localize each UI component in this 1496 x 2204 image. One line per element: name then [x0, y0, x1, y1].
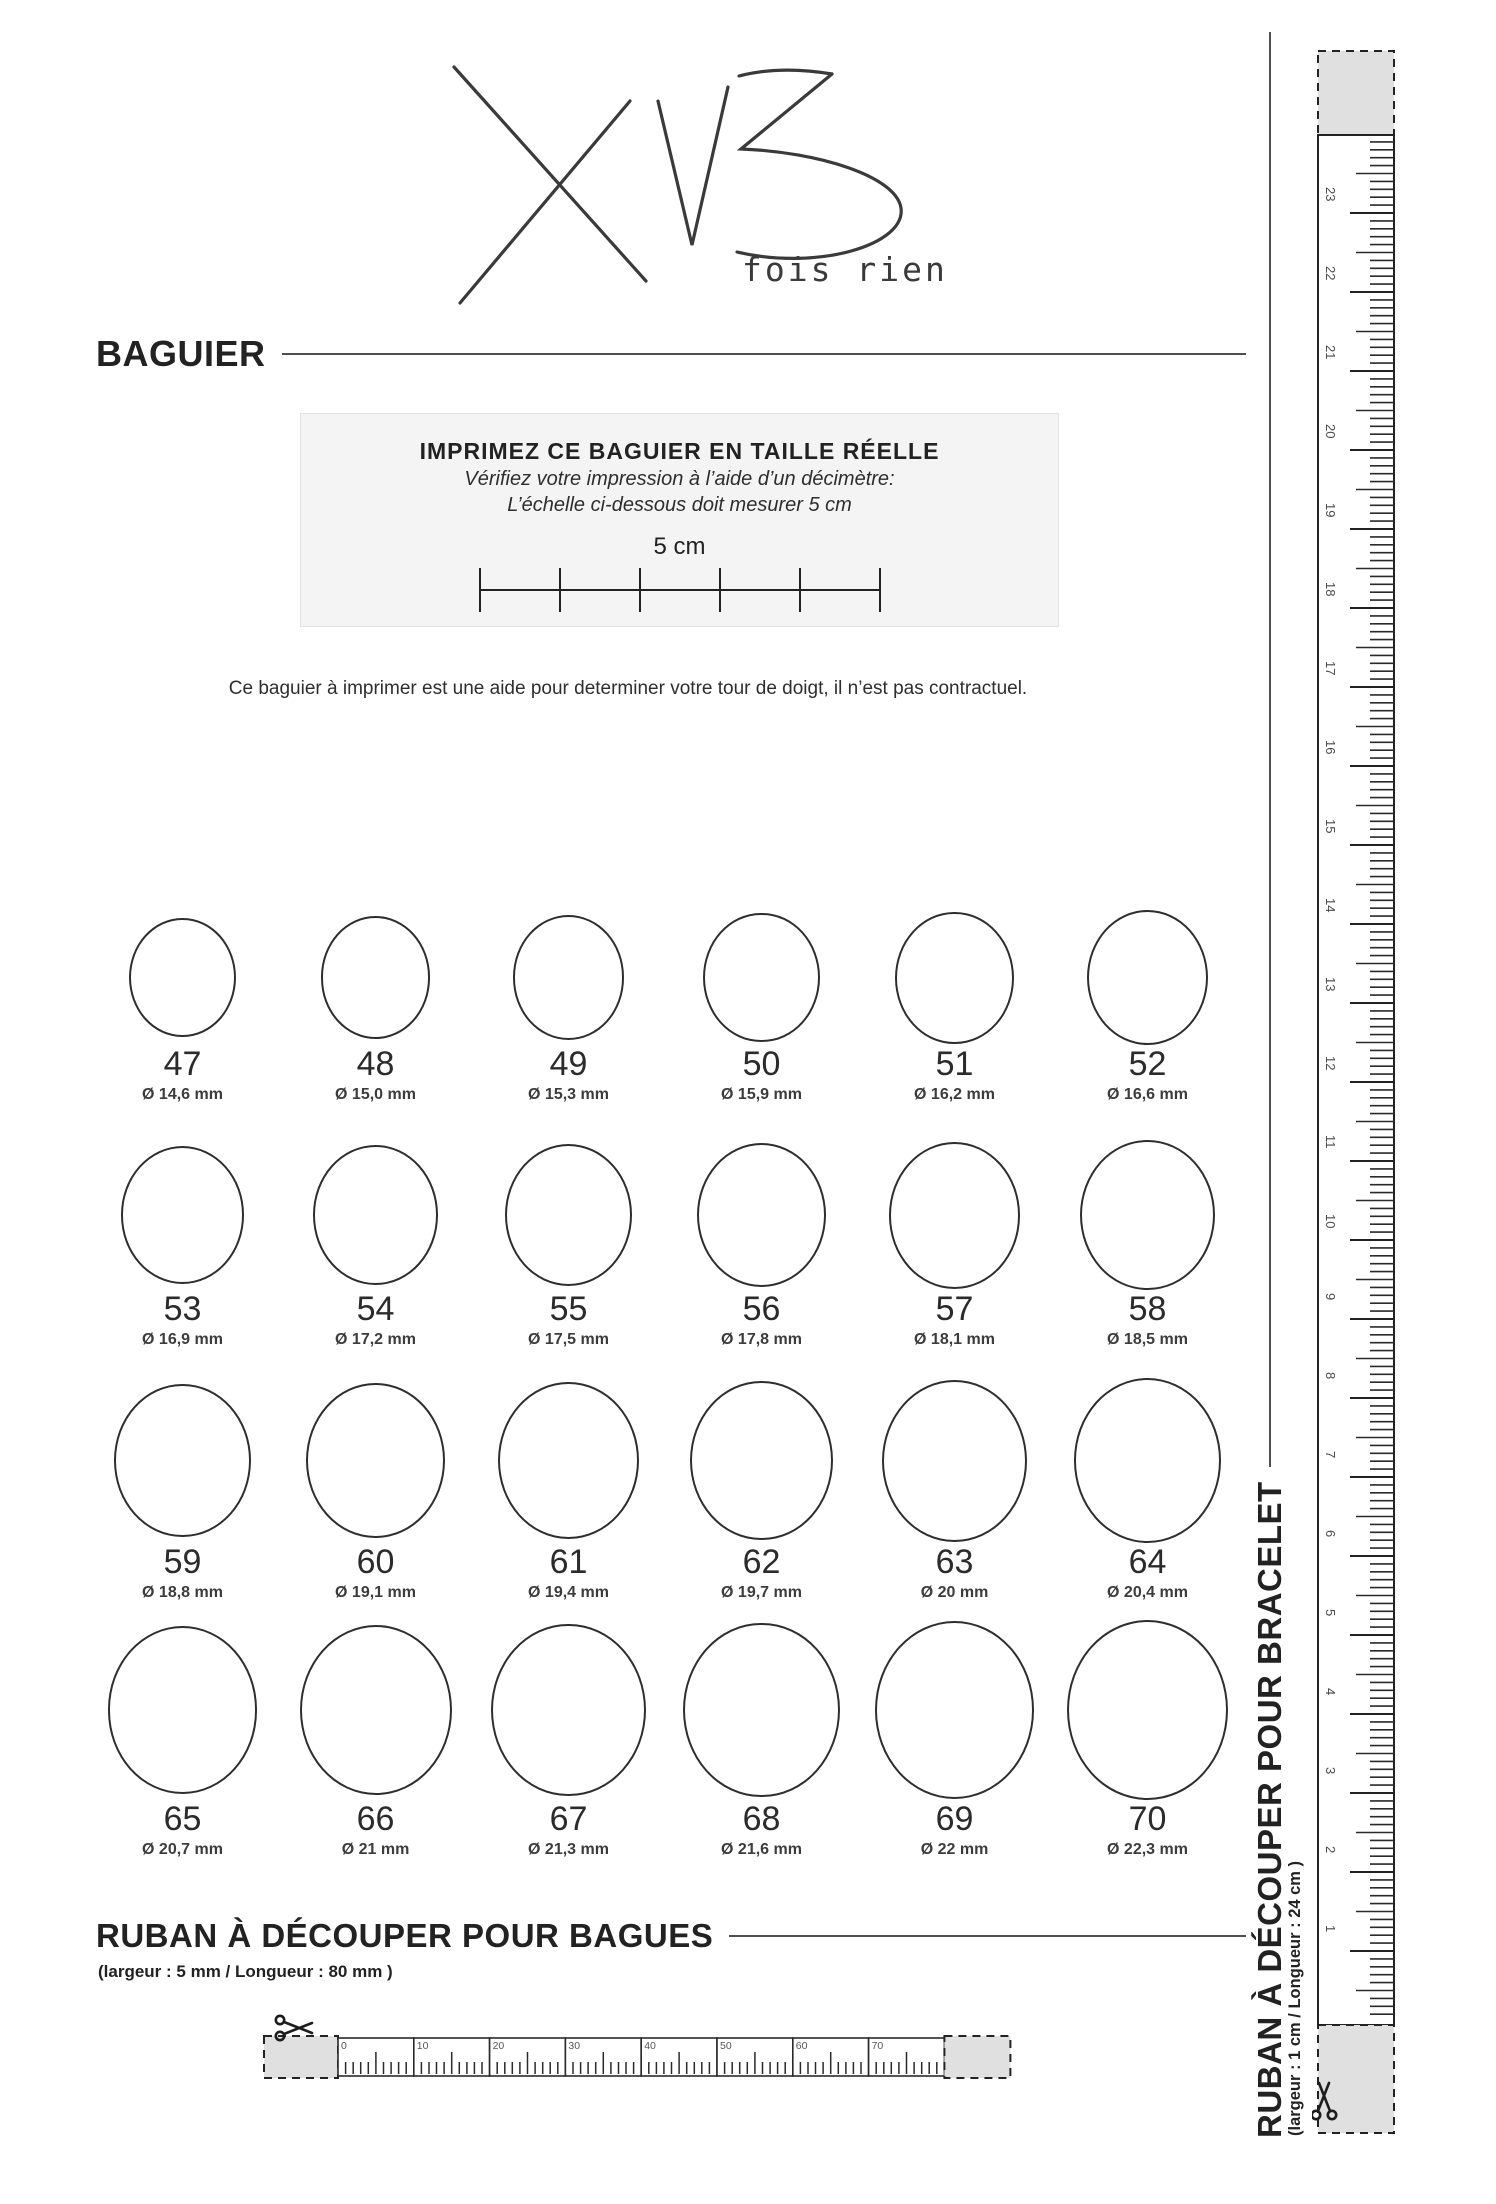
ring-diameter-label: Ø 14,6 mm: [142, 1086, 223, 1104]
ring-diameter-label: Ø 17,2 mm: [335, 1331, 416, 1349]
logo-3-stroke: [739, 70, 832, 76]
ring-diameter-label: Ø 18,8 mm: [142, 1584, 223, 1602]
ring-circle: [1087, 910, 1208, 1045]
ring-size-54: [279, 1142, 472, 1349]
ruler-cm-label: 19: [1323, 503, 1338, 518]
ring-circle: [875, 1621, 1034, 1799]
logo-v-stroke: [658, 87, 728, 245]
ring-circle: [114, 1384, 251, 1536]
cut-tab: [944, 2036, 1010, 2078]
ring-size-47: [86, 912, 279, 1104]
heading-rule-line: [1269, 32, 1271, 1467]
ring-diameter-label: Ø 18,5 mm: [1107, 1331, 1188, 1349]
ring-diameter-label: Ø 16,2 mm: [914, 1086, 995, 1104]
cut-tab: [1318, 51, 1394, 135]
ring-diameter-label: Ø 19,7 mm: [721, 1584, 802, 1602]
brand-tagline: fois rien: [742, 250, 948, 289]
ring-circle: [129, 918, 236, 1037]
ruler-cm-label: 18: [1323, 582, 1338, 597]
ring-size-number: 58: [1128, 1290, 1167, 1329]
ring-circle: [321, 916, 431, 1038]
ruler-cm-label: 2: [1323, 1846, 1338, 1854]
ribbon-mm-label: 0: [341, 2040, 347, 2052]
ring-circle: [505, 1144, 632, 1286]
ring-size-52: [1051, 912, 1244, 1104]
ruler-cm-label: 16: [1323, 740, 1338, 755]
ring-circle: [108, 1626, 258, 1793]
print-check-line1: Vérifiez votre impression à l’aide d’un décimètre:: [464, 468, 895, 490]
ring-diameter-label: Ø 15,0 mm: [335, 1086, 416, 1104]
ruler-cm-label: 3: [1323, 1767, 1338, 1775]
ring-circle: [498, 1382, 639, 1539]
ring-ribbon-subheading: (largeur : 5 mm / Longueur : 80 mm ): [98, 1962, 393, 1981]
cut-tab: [264, 2036, 338, 2078]
ring-size-62: [665, 1380, 858, 1602]
ruler-cm-label: 21: [1323, 345, 1338, 360]
ring-diameter-label: Ø 21,3 mm: [528, 1841, 609, 1859]
ring-size-number: 47: [163, 1045, 202, 1084]
ring-circle: [703, 913, 819, 1043]
ribbon-mm-label: 40: [644, 2040, 656, 2052]
ring-size-number: 60: [356, 1543, 395, 1582]
ring-circle: [300, 1625, 452, 1795]
ring-size-number: 52: [1128, 1045, 1167, 1084]
ring-diameter-label: Ø 20,4 mm: [1107, 1584, 1188, 1602]
ring-diameter-label: Ø 22,3 mm: [1107, 1841, 1188, 1859]
ribbon-mm-label: 10: [416, 2040, 429, 2052]
ring-size-number: 53: [163, 1290, 202, 1329]
ring-diameter-label: Ø 16,9 mm: [142, 1331, 223, 1349]
ring-circle: [1074, 1378, 1222, 1543]
ruler-cm-label: 5: [1323, 1609, 1338, 1617]
ring-size-53: [86, 1142, 279, 1349]
ring-row-2: [86, 1142, 1244, 1349]
ring-circle: [513, 915, 625, 1040]
ring-diameter-label: Ø 19,1 mm: [335, 1584, 416, 1602]
ring-ribbon-heading: RUBAN À DÉCOUPER POUR BAGUES: [96, 1917, 714, 1954]
ring-size-number: 70: [1128, 1800, 1167, 1839]
ruler-cm-label: 15: [1323, 819, 1338, 834]
bracelet-ribbon-subheading: (largeur : 1 cm / Longueur : 24 cm ): [1286, 1860, 1304, 2136]
ruler-cm-label: 8: [1323, 1372, 1338, 1380]
ruler-cm-label: 1: [1323, 1925, 1338, 1933]
print-check-line2: L’échelle ci-dessous doit mesurer 5 cm: [507, 494, 852, 516]
ring-diameter-label: Ø 20,7 mm: [142, 1841, 223, 1859]
baguier-heading: BAGUIER: [96, 333, 266, 374]
ring-circle: [895, 912, 1013, 1044]
ring-circle: [491, 1624, 645, 1796]
ring-size-number: 48: [356, 1045, 395, 1084]
ring-ribbon-heading-row: [96, 1916, 1246, 1956]
ruler-cm-label: 7: [1323, 1451, 1338, 1459]
ruler-cm-label: 4: [1323, 1688, 1338, 1696]
ring-diameter-label: Ø 18,1 mm: [914, 1331, 995, 1349]
ruler-cm-label: 14: [1323, 898, 1338, 913]
ring-size-number: 64: [1128, 1543, 1167, 1582]
ruler-cm-label: 22: [1323, 266, 1338, 281]
ring-circle: [683, 1623, 839, 1798]
ring-diameter-label: Ø 16,6 mm: [1107, 1086, 1188, 1104]
ring-size-number: 68: [742, 1800, 781, 1839]
ruler-cm-label: 11: [1323, 1135, 1338, 1149]
ring-size-number: 56: [742, 1290, 781, 1329]
ring-size-60: [279, 1380, 472, 1602]
ring-ribbon-ruler: [262, 2014, 1014, 2080]
heading-rule-line: [729, 1935, 1246, 1937]
bracelet-ribbon-heading-row: [1250, 32, 1290, 2138]
bracelet-ribbon-ruler: [1312, 47, 1398, 2139]
ring-size-number: 61: [549, 1543, 588, 1582]
ring-size-48: [279, 912, 472, 1104]
ring-diameter-label: Ø 17,8 mm: [721, 1331, 802, 1349]
ring-size-number: 62: [742, 1543, 781, 1582]
ring-size-number: 69: [935, 1800, 974, 1839]
ring-size-number: 51: [935, 1045, 974, 1084]
logo-3-stroke: [737, 74, 901, 258]
ring-size-55: [472, 1142, 665, 1349]
ring-size-64: [1051, 1380, 1244, 1602]
disclaimer-text: Ce baguier à imprimer est une aide pour determiner votre tour de doigt, il n’est pas contractuel.: [228, 678, 1028, 699]
bracelet-ribbon-heading: RUBAN À DÉCOUPER POUR BRACELET: [1251, 1481, 1288, 2138]
ring-row-1: [86, 912, 1244, 1104]
ring-diameter-label: Ø 21 mm: [341, 1841, 410, 1859]
heading-rule-line: [282, 353, 1246, 355]
ring-circle: [1067, 1620, 1228, 1800]
ring-size-50: [665, 912, 858, 1104]
ring-diameter-label: Ø 19,4 mm: [528, 1584, 609, 1602]
ruler-cm-label: 23: [1323, 187, 1338, 202]
ring-diameter-label: Ø 22 mm: [920, 1841, 989, 1859]
ring-size-56: [665, 1142, 858, 1349]
ring-size-63: [858, 1380, 1051, 1602]
ring-size-70: [1051, 1622, 1244, 1859]
ruler-cm-label: 9: [1323, 1293, 1338, 1301]
ring-circle: [889, 1142, 1021, 1289]
ring-size-number: 67: [549, 1800, 588, 1839]
ruler-cm-label: 10: [1323, 1214, 1338, 1229]
ring-circle: [313, 1145, 438, 1285]
baguier-heading-row: [96, 334, 1246, 374]
ruler-cm-label: 12: [1323, 1056, 1338, 1071]
ruler-cm-label: 20: [1323, 424, 1338, 439]
ring-size-66: [279, 1622, 472, 1859]
ring-size-number: 50: [742, 1045, 781, 1084]
ring-size-67: [472, 1622, 665, 1859]
ring-size-49: [472, 912, 665, 1104]
ring-size-number: 65: [163, 1800, 202, 1839]
ring-circle: [1080, 1140, 1214, 1290]
ring-row-3: [86, 1380, 1244, 1602]
ring-diameter-label: Ø 17,5 mm: [528, 1331, 609, 1349]
ribbon-mm-label: 30: [568, 2040, 581, 2052]
ring-diameter-label: Ø 15,9 mm: [721, 1086, 802, 1104]
print-check-title: IMPRIMEZ CE BAGUIER EN TAILLE RÉELLE: [419, 438, 940, 464]
ring-size-61: [472, 1380, 665, 1602]
ring-circle: [690, 1381, 833, 1541]
ring-size-51: [858, 912, 1051, 1104]
ring-size-65: [86, 1622, 279, 1859]
ring-circle: [697, 1143, 827, 1288]
ring-size-number: 54: [356, 1290, 395, 1329]
ring-size-number: 55: [549, 1290, 588, 1329]
ring-size-number: 63: [935, 1543, 974, 1582]
ring-size-68: [665, 1622, 858, 1859]
ribbon-mm-label: 20: [492, 2040, 505, 2052]
ribbon-mm-label: 50: [720, 2040, 732, 2052]
ring-circle: [882, 1380, 1027, 1542]
ring-row-4: [86, 1622, 1244, 1859]
ring-size-59: [86, 1380, 279, 1602]
5cm-check-scale: [479, 563, 881, 617]
ribbon-mm-label: 70: [871, 2040, 884, 2052]
logo-x-stroke: [454, 67, 646, 281]
ruler-cm-label: 17: [1323, 661, 1338, 676]
ring-diameter-label: Ø 20 mm: [920, 1584, 989, 1602]
ring-circle: [121, 1146, 244, 1283]
ring-size-number: 57: [935, 1290, 974, 1329]
ring-size-58: [1051, 1142, 1244, 1349]
ring-circle: [306, 1383, 445, 1538]
ring-size-number: 66: [356, 1800, 395, 1839]
ribbon-mm-label: 60: [795, 2040, 808, 2052]
print-check-box: [300, 413, 1059, 627]
ring-diameter-label: Ø 21,6 mm: [721, 1841, 802, 1859]
ruler-cm-label: 6: [1323, 1530, 1338, 1538]
ruler-cm-label: 13: [1323, 977, 1338, 992]
scale-label: 5 cm: [653, 533, 706, 560]
ring-size-number: 59: [163, 1543, 202, 1582]
ring-size-69: [858, 1622, 1051, 1859]
ring-diameter-label: Ø 15,3 mm: [528, 1086, 609, 1104]
ring-size-number: 49: [549, 1045, 588, 1084]
logo-x-stroke: [460, 101, 630, 303]
ring-size-57: [858, 1142, 1051, 1349]
